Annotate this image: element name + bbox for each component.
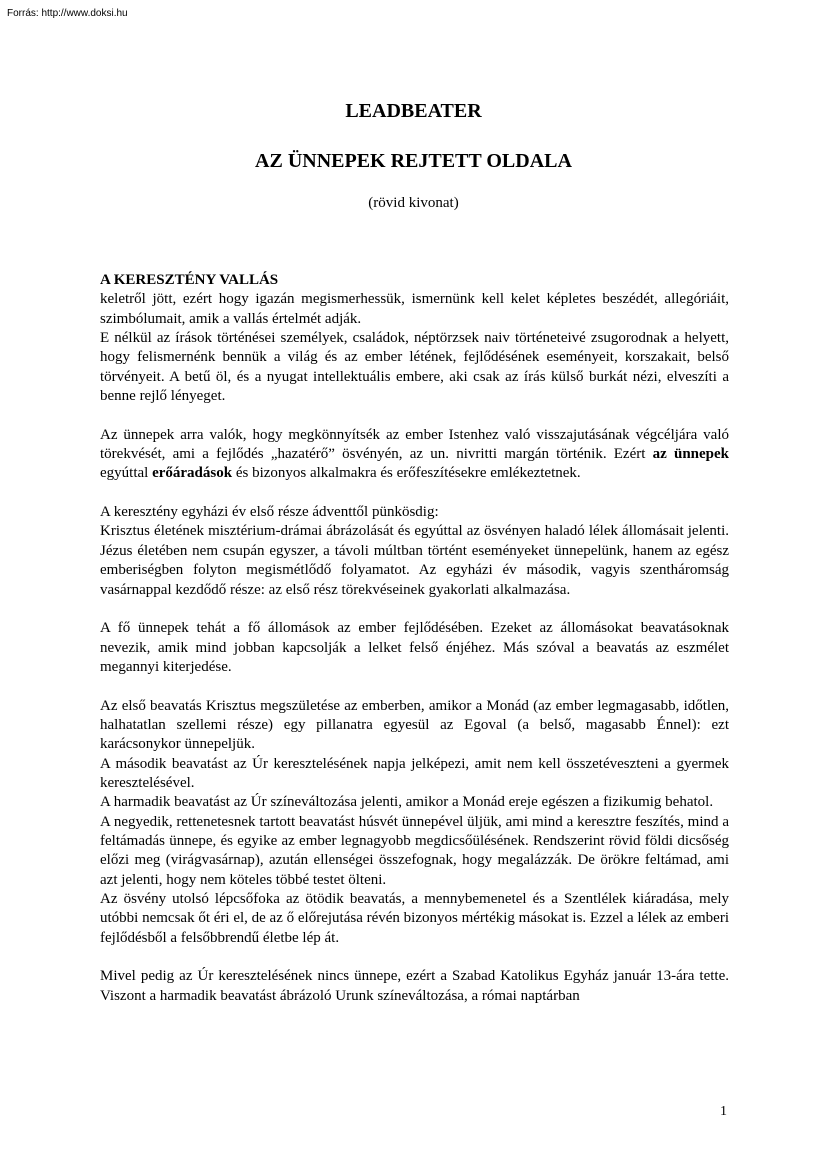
paragraph xyxy=(100,426,729,484)
paragraph: A harmadik beavatást az Úr színeváltozása jelenti, amikor a Monád ereje egészen a fizikumig behatol. xyxy=(100,794,714,811)
text-run: és bizonyos alkalmakra és erőfeszítésekre emlékeztetnek. xyxy=(232,465,581,482)
paragraph: A második beavatást az Úr keresztelésének napja jelképezi, amit nem kell összetéveszteni a gyermek keresztelésével. xyxy=(100,755,729,791)
subtitle-note: (rövid kivonat) xyxy=(368,195,459,211)
paragraph: keletről jött, ezért hogy igazán megismerhessük, ismernünk kell kelet képletes beszédét, allegóriáit, szimbólumait, amik a vallás értelmét adják. xyxy=(100,291,729,327)
text-run: egyúttal xyxy=(100,465,153,482)
paragraph: Az ösvény utolsó lépcsőfoka az ötödik beavatás, a mennybemenetel és a Szentlélek kiáradása, mely utóbbi nemcsak őt éri el, de az ő előrejutása révén bizonyos mértékig másokat is. Ezzel a lélek az emberi fejlődésből a felsőbbrendű életbe lép át. xyxy=(100,891,729,946)
text-run: Az ünnepek arra valók, hogy megkönnyítsék az ember Istenhez való visszajutásának végcéljára való törekvését, ami a fejlődés „hazatérő” ösvényén, az un. nivritti margán történik. Ezért xyxy=(100,426,729,463)
bold-text: erőáradások xyxy=(152,465,233,482)
document-subtitle: AZ ÜNNEPEK REJTETT OLDALA xyxy=(255,150,572,172)
paragraph: Krisztus életének misztérium-drámai ábrázolását és egyúttal az ösvényen haladó lélek állomásait jelenti. Jézus életében nem csupán egyszer, a távoli múltban történt eseményeket ünnepelünk, hanem az egész emberiségben folyton megismétlődő folyamatot. Az egyházi év második, vagyis szentháromság vasárnappal kezdődő része: az első rész törekvéseinek gyakorlati alkalmazása. xyxy=(100,523,729,598)
document-body xyxy=(100,271,729,1006)
paragraph: A negyedik, rettenetesnek tartott beavatást húsvét ünnepével üljük, ami mind a keresztre feszítés, mind a feltámadás ünnepe, és egyike az ember legnagyobb megdicsőülésének. Rendszerint rövid földi dicsőség előzi meg (virágvasárnap), azután ellenségei összefognak, hogy megalázzák. De örökre feltámad, ami azt jelenti, hogy nem köteles többé testet ölteni. xyxy=(100,813,729,888)
paragraph: A fő ünnepek tehát a fő állomások az ember fejlődésében. Ezeket az állomásokat beavatásoknak nevezik, amik mind jobban kapcsolják a lelket felső énjéhez. Más szóval a beavatás az eszmélet megannyi kiterjedése. xyxy=(100,620,729,675)
document-title: LEADBEATER xyxy=(345,100,482,122)
paragraph: Az első beavatás Krisztus megszületése az emberben, amikor a Monád (az ember legmagasabb, időtlen, halhatatlan szellemi része) egy pillanatra egyesül az Egoval (a belső, magasabb Énnel): ezt karácsonykor ünnepeljük. xyxy=(100,697,729,753)
paragraph: Mivel pedig az Úr keresztelésének nincs ünnepe, ezért a Szabad Katolikus Egyház január 13-ára tette. Viszont a harmadik beavatást ábrázoló Urunk színeváltozása, a római naptárban xyxy=(100,968,729,1004)
paragraph: E nélkül az írások történései személyek, családok, néptörzsek naiv történeteivé zsugorodnak a helyett, hogy felismernénk bennük a világ és az ember létének, fejlődésének eseményeit, korszakait, belső törvényeit. A betű öl, és a nyugat intellektuális embere, aki csak az írás külső burkát nézi, elveszíti a benne rejlő lényeget. xyxy=(100,330,729,405)
section-heading: A KERESZTÉNY VALLÁS xyxy=(100,272,279,288)
paragraph: A keresztény egyházi év első része ádventtől pünkösdig: xyxy=(100,504,439,521)
page-number: 1 xyxy=(720,1104,727,1119)
source-url: Forrás: http://www.doksi.hu xyxy=(7,8,128,19)
bold-text: az ünnepek xyxy=(652,446,730,463)
